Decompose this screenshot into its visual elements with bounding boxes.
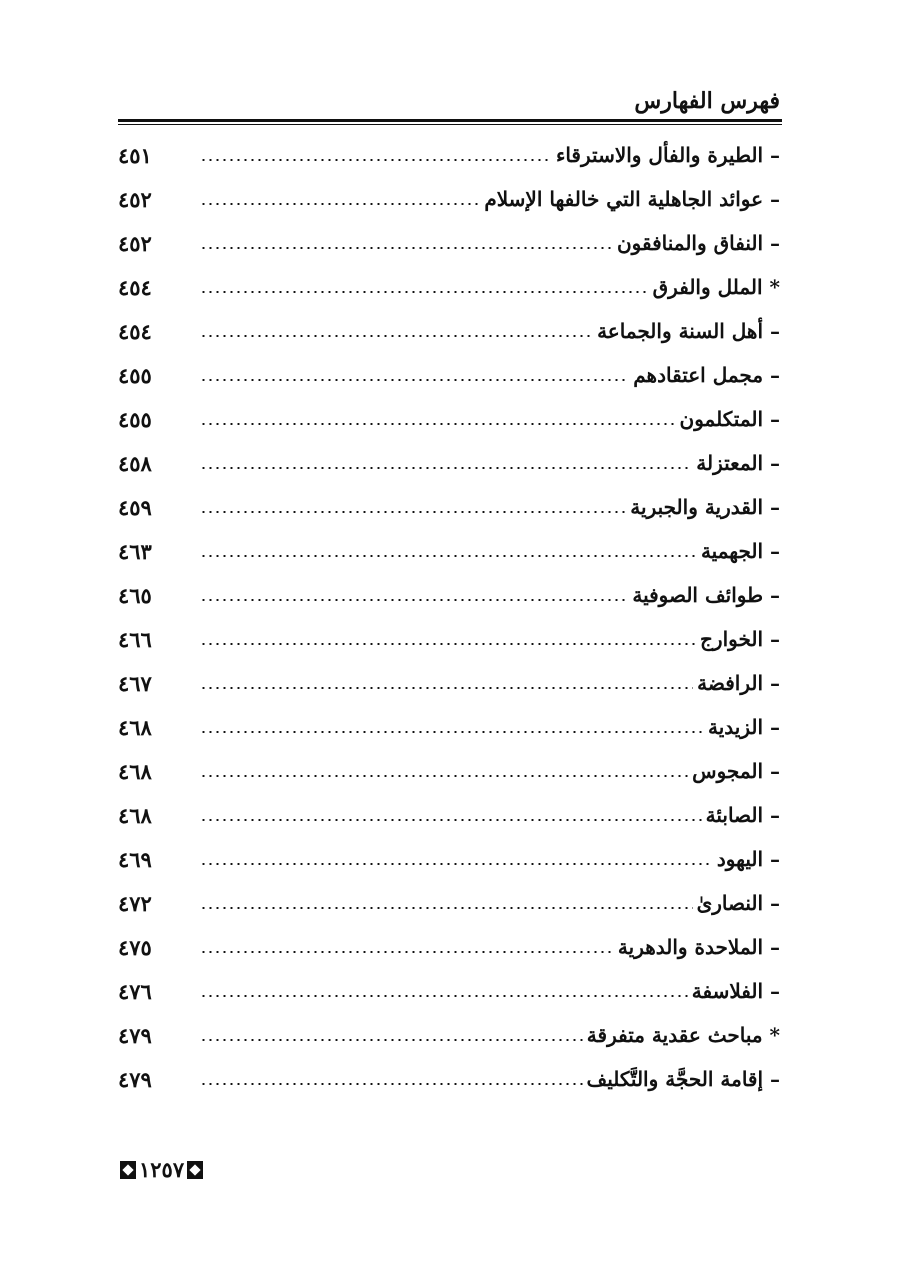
toc-entry-text [200, 309, 780, 353]
toc-page-number: ٤٦٩ [118, 846, 152, 872]
dot-leader [200, 731, 704, 733]
toc-entry-text [200, 573, 780, 617]
toc-entry-title: – المتكلمون [676, 407, 780, 431]
toc-entry-text [200, 881, 780, 925]
toc-entry-title: – اليهود [713, 847, 780, 871]
toc-entry [118, 881, 780, 925]
toc-page-number: ٤٥٤ [118, 318, 152, 344]
toc-entry-text [200, 133, 780, 177]
dot-leader [200, 1083, 583, 1085]
page-title: فهرس الفهارس [634, 88, 780, 114]
toc-entry [118, 749, 780, 793]
toc-entry-title: – النصارىٰ [693, 891, 780, 915]
toc-entry [118, 529, 780, 573]
toc-entry-title: * الملل والفرق [649, 275, 780, 299]
toc-entry-text [200, 749, 780, 793]
dot-leader [200, 819, 702, 821]
toc-page-number: ٤٥٨ [118, 450, 152, 476]
toc-entry-title: – الخوارج [696, 627, 780, 651]
toc-entry-title: – الصابئة [702, 803, 780, 827]
dot-leader [200, 995, 688, 997]
toc-entry-text [200, 353, 780, 397]
toc-entry [118, 793, 780, 837]
toc-page-number: ٤٦٨ [118, 758, 152, 784]
toc-entry-title: – عوائد الجاهلية التي خالفها الإسلام [480, 187, 780, 211]
toc-page-number: ٤٥٤ [118, 274, 152, 300]
toc-entry-text [200, 793, 780, 837]
toc-entry-text [200, 925, 780, 969]
toc-entry-text [200, 529, 780, 573]
dot-leader [200, 467, 692, 469]
toc-entry-title: * مباحث عقدية متفرقة [583, 1023, 780, 1047]
toc-entry-title: – مجمل اعتقادهم [629, 363, 780, 387]
toc-entry-text [200, 485, 780, 529]
dot-leader [200, 379, 629, 381]
toc-entry-title: – أهل السنة والجماعة [593, 319, 780, 343]
toc-entry [118, 661, 780, 705]
dot-leader [200, 335, 593, 337]
toc-page-number: ٤٥١ [118, 142, 152, 168]
toc-entry-text [200, 705, 780, 749]
toc-entry [118, 177, 780, 221]
toc-entry-title: – المعتزلة [692, 451, 780, 475]
toc-entry-title: – الجهمية [697, 539, 780, 563]
toc-entry [118, 353, 780, 397]
page-footer [120, 1158, 203, 1182]
dot-leader [200, 599, 628, 601]
toc-entry [118, 925, 780, 969]
toc-entry-text [200, 441, 780, 485]
toc-entry-text [200, 177, 780, 221]
dot-leader [200, 291, 649, 293]
dot-leader [200, 555, 697, 557]
toc-entry-text [200, 1013, 780, 1057]
dot-leader [200, 775, 688, 777]
header-rule-thick [118, 119, 782, 122]
table-of-contents [118, 133, 780, 1101]
toc-entry-text [200, 221, 780, 265]
dot-leader [200, 1039, 583, 1041]
dot-leader [200, 511, 626, 513]
toc-entry-title: – الفلاسفة [688, 979, 780, 1003]
toc-page-number: ٤٧٩ [118, 1022, 152, 1048]
dot-leader [200, 159, 552, 161]
header-rule-thin [118, 124, 782, 125]
toc-entry [118, 837, 780, 881]
toc-entry-title: – الزيدية [704, 715, 780, 739]
toc-entry [118, 617, 780, 661]
toc-entry [118, 969, 780, 1013]
toc-page-number: ٤٦٨ [118, 802, 152, 828]
toc-entry [118, 265, 780, 309]
toc-entry-title: – النفاق والمنافقون [613, 231, 780, 255]
ornament-left-icon [120, 1161, 136, 1179]
toc-page-number: ٤٦٦ [118, 626, 152, 652]
toc-page-number: ٤٥٢ [118, 186, 152, 212]
toc-entry-text [200, 969, 780, 1013]
toc-page-number: ٤٥٥ [118, 362, 152, 388]
dot-leader [200, 643, 696, 645]
toc-entry [118, 309, 780, 353]
toc-page-number: ٤٧٩ [118, 1066, 152, 1092]
toc-entry-text [200, 837, 780, 881]
toc-entry [118, 133, 780, 177]
toc-entry-text [200, 661, 780, 705]
dot-leader [200, 907, 693, 909]
toc-entry-title: – المجوس [688, 759, 780, 783]
toc-page-number: ٤٥٥ [118, 406, 152, 432]
toc-entry-title: – إقامة الحجَّة والتَّكليف [583, 1067, 780, 1091]
toc-page-number: ٤٥٢ [118, 230, 152, 256]
toc-entry [118, 573, 780, 617]
toc-entry-title: – طوائف الصوفية [628, 583, 780, 607]
toc-page-number: ٤٦٥ [118, 582, 152, 608]
dot-leader [200, 951, 614, 953]
toc-entry [118, 485, 780, 529]
toc-entry [118, 1013, 780, 1057]
toc-page-number: ٤٦٣ [118, 538, 152, 564]
ornament-right-icon [187, 1161, 203, 1179]
toc-entry-text [200, 265, 780, 309]
toc-page-number: ٤٧٦ [118, 978, 152, 1004]
dot-leader [200, 863, 713, 865]
toc-page-number: ٤٧٥ [118, 934, 152, 960]
toc-page-number: ٤٦٨ [118, 714, 152, 740]
toc-entry [118, 705, 780, 749]
toc-entry-title: – الرافضة [693, 671, 780, 695]
dot-leader [200, 247, 613, 249]
toc-entry-title: – الطيرة والفأل والاسترقاء [552, 143, 780, 167]
toc-entry-title: – القدرية والجبرية [626, 495, 780, 519]
dot-leader [200, 203, 480, 205]
toc-entry [118, 1057, 780, 1101]
toc-page-number: ٤٥٩ [118, 494, 152, 520]
dot-leader [200, 687, 693, 689]
toc-entry-text [200, 617, 780, 661]
dot-leader [200, 423, 676, 425]
folio-number: ١٢٥٧ [139, 1157, 185, 1182]
toc-page-number: ٤٧٢ [118, 890, 152, 916]
toc-entry [118, 441, 780, 485]
toc-page-number: ٤٦٧ [118, 670, 152, 696]
toc-entry-title: – الملاحدة والدهرية [614, 935, 780, 959]
toc-entry [118, 221, 780, 265]
toc-entry-text [200, 1057, 780, 1101]
toc-entry-text [200, 397, 780, 441]
toc-entry [118, 397, 780, 441]
